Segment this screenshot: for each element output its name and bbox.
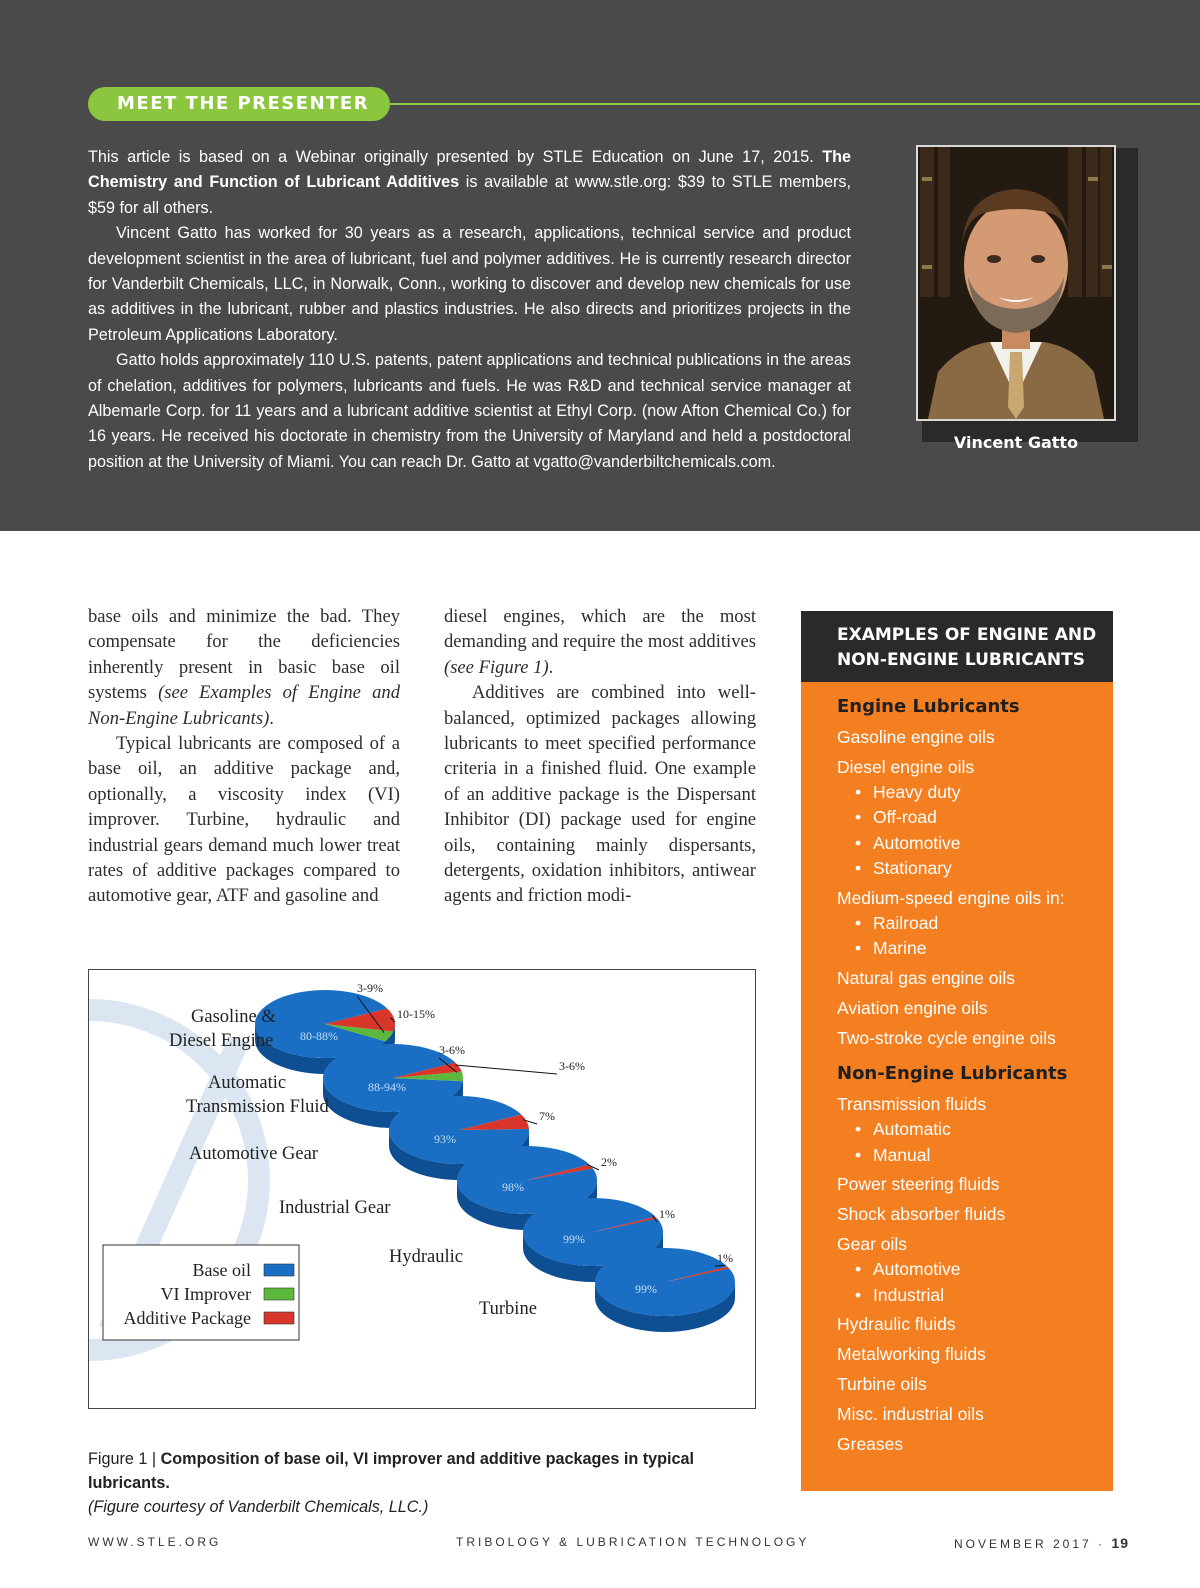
lubricant-subitem: • Automotive — [837, 1257, 1113, 1282]
engine-lubricants-list — [837, 725, 1113, 1051]
lubricant-group — [837, 1202, 1113, 1227]
category-label: Automatic — [208, 1073, 287, 1093]
lubricant-group — [837, 1026, 1113, 1051]
lubricant-group — [837, 966, 1113, 991]
engine-lubricants-heading: Engine Lubricants — [837, 696, 1020, 717]
caption-separator: | — [151, 1450, 157, 1468]
footer-dot: · — [1098, 1537, 1106, 1551]
footer-issue: NOVEMBER 2017 · 19 — [954, 1535, 1129, 1551]
lubricant-examples-sidebar — [801, 682, 1113, 1491]
portrait-illustration — [918, 147, 1114, 419]
additive-data-label: 7% — [539, 1109, 555, 1123]
additive-data-label: 1% — [659, 1207, 675, 1221]
article-paragraph: diesel engines, which are the most demanding and require the most additives (see Figure 1). — [444, 606, 756, 678]
meet-the-presenter-tag: MEET THE PRESENTER — [88, 87, 390, 121]
lubricant-item: Misc. industrial oils — [837, 1403, 984, 1424]
category-label: Transmission Fluid — [186, 1097, 329, 1117]
caption-text: Composition of base oil, VI improver and additive packages in typical lubricants. — [88, 1450, 695, 1492]
webinar-title: The Chemistry and Function of Lubricant Additives — [88, 148, 851, 192]
lubricant-group — [837, 1342, 1113, 1367]
figure-credit: (Figure courtesy of Vanderbilt Chemicals, LLC.) — [88, 1498, 429, 1516]
lubricant-group — [837, 1232, 1113, 1308]
base-oil-data-label: 88-94% — [368, 1080, 406, 1094]
page-number: 19 — [1111, 1535, 1129, 1551]
base-oil-data-label: 80-88% — [300, 1029, 338, 1043]
article-column-2 — [444, 604, 756, 909]
vi-improver-data-label: 3-9% — [357, 981, 383, 995]
lubricant-item: Natural gas engine oils — [837, 968, 1016, 989]
lubricant-item: Transmission fluids — [837, 1094, 987, 1115]
lubricant-subitem: • Industrial — [837, 1283, 1113, 1308]
category-label: Automotive Gear — [189, 1144, 318, 1164]
category-label: Turbine — [479, 1299, 537, 1319]
presenter-bio — [88, 145, 851, 475]
lubricant-item: Turbine oils — [837, 1374, 927, 1395]
photo-caption: Vincent Gatto — [953, 433, 1079, 452]
base-oil-data-label: 93% — [434, 1132, 456, 1146]
legend-swatch — [264, 1264, 294, 1276]
lubricant-group — [837, 886, 1113, 962]
lubricant-group — [837, 1172, 1113, 1197]
lubricant-subitem: • Automotive — [837, 831, 1113, 856]
sidebar-reference: (see Examples of Engine and Non-Engine Lubricants) — [88, 682, 400, 729]
lubricant-item: Greases — [837, 1433, 904, 1454]
lubricant-group — [837, 1432, 1113, 1457]
legend-swatch — [264, 1288, 294, 1300]
lubricant-group — [837, 1402, 1113, 1427]
legend-swatch — [264, 1312, 294, 1324]
legend-label: Base oil — [192, 1260, 251, 1280]
article-paragraph: base oils and minimize the bad. They compensate for the deficiencies inherently present in basic base oil systems (see Examples of Engine and Non-Engine Lubricants). — [88, 606, 400, 729]
lubricant-item: Gear oils — [837, 1234, 908, 1255]
lubricant-subitem: • Railroad — [837, 911, 1113, 936]
lubricant-item: Metalworking fluids — [837, 1344, 986, 1365]
figure-caption — [88, 1447, 768, 1519]
tag-rule — [388, 103, 1200, 105]
article-paragraph: Typical lubricants are composed of a base oil, an additive package and, optionally, a viscosity index (VI) improver. Turbine, hydraulic and industrial gears demand much lower treat rates of additive packages compared to automotive gear, ATF and gasoline and — [88, 733, 400, 907]
bio-paragraph: Vincent Gatto has worked for 30 years as a research, applications, technical service and product development scientist in the area of lubricant, fuel and polymer additives. He is currently research director for Vanderbilt Chemicals, LLC, in Norwalk, Conn., working to discover and develop new chemicals for use as additives in the lubricant, rubber and plastics industries. He also directs and prioritizes projects in the Petroleum Applications Laboratory. — [88, 224, 851, 344]
lubricant-group — [837, 725, 1113, 750]
lubricant-group — [837, 996, 1113, 1021]
sidebar-title: EXAMPLES OF ENGINE AND NON-ENGINE LUBRICANTS — [801, 611, 1113, 682]
additive-data-label: 1% — [717, 1251, 733, 1265]
lubricant-item: Hydraulic fluids — [837, 1314, 956, 1335]
non-engine-lubricants-heading: Non-Engine Lubricants — [837, 1063, 1068, 1085]
lubricant-subitem: • Stationary — [837, 856, 1113, 881]
category-label: Gasoline & — [191, 1007, 276, 1027]
category-label: Hydraulic — [389, 1247, 463, 1267]
article-paragraph: Additives are combined into well-balanced, optimized packages allowing lubricants to meet specified performance criteria in a finished fluid. One example of an additive package is the Dispersant Inhibitor (DI) package used for engine oils, containing mainly dispersants, detergents, oxidation inhibitors, antiwear agents and friction modi- — [444, 682, 756, 907]
vi-improver-data-label: 3-6% — [439, 1043, 465, 1057]
base-oil-data-label: 98% — [502, 1180, 524, 1194]
additive-data-label: 3-6% — [559, 1059, 585, 1073]
lubricant-item: Shock absorber fluids — [837, 1204, 1006, 1225]
lubricant-item: Medium-speed engine oils in: — [837, 887, 1065, 908]
additive-leader-line — [455, 1065, 557, 1074]
lubricant-subitem: • Marine — [837, 936, 1113, 961]
non-engine-lubricants-list — [837, 1092, 1113, 1457]
composition-pie-chart — [89, 970, 755, 1408]
legend-label: VI Improver — [160, 1284, 251, 1304]
lubricant-group — [837, 1092, 1113, 1168]
bio-paragraph: Gatto holds approximately 110 U.S. patents, patent applications and technical publications in the areas of chelation, additives for polymers, lubricants and fuels. He was R&D and technical service manager at Albemarle Corp. for 11 years and a lubricant additive scientist at Ethyl Corp. (now Afton Chemical Co.) for 16 years. He received his doctorate in chemistry from the University of Maryland and held a postdoctoral position at the University of Miami. You can reach Dr. Gatto at vgatto@vanderbiltchemicals.com. — [88, 351, 851, 471]
lubricant-group — [837, 1372, 1113, 1397]
lubricant-group — [837, 755, 1113, 881]
figure-1 — [88, 969, 756, 1409]
additive-data-label: 2% — [601, 1155, 617, 1169]
figure-reference: (see Figure 1) — [444, 656, 549, 678]
lubricant-group — [837, 1312, 1113, 1337]
footer-site: WWW.STLE.ORG — [88, 1535, 222, 1549]
base-oil-data-label: 99% — [635, 1282, 657, 1296]
category-label: Diesel Engine — [169, 1031, 274, 1051]
lubricant-subitem: • Manual — [837, 1143, 1113, 1168]
lubricant-subitem: • Heavy duty — [837, 780, 1113, 805]
presenter-section — [0, 0, 1200, 531]
additive-data-label: 10-15% — [397, 1007, 435, 1021]
lubricant-item: Power steering fluids — [837, 1174, 1000, 1195]
lubricant-item: Diesel engine oils — [837, 756, 975, 777]
lubricant-item: Two-stroke cycle engine oils — [837, 1027, 1056, 1048]
category-label: Industrial Gear — [279, 1198, 391, 1218]
article-column-1 — [88, 604, 400, 909]
lubricant-subitem: • Automatic — [837, 1117, 1113, 1142]
presenter-photo — [916, 145, 1116, 421]
bio-intro: This article is based on a Webinar originally presented by STLE Education on June 17, 2015. The Chemistry and Function of Lubricant Additives is available at www.stle.org: $39 to STLE members, $59 for all others. — [88, 148, 851, 217]
footer-magazine: TRIBOLOGY & LUBRICATION TECHNOLOGY — [456, 1535, 810, 1549]
base-oil-data-label: 99% — [563, 1232, 585, 1246]
legend-label: Additive Package — [123, 1308, 251, 1328]
lubricant-item: Aviation engine oils — [837, 997, 988, 1018]
lubricant-item: Gasoline engine oils — [837, 727, 995, 747]
lubricant-subitem: • Off-road — [837, 805, 1113, 830]
figure-label: Figure 1 — [88, 1450, 148, 1468]
